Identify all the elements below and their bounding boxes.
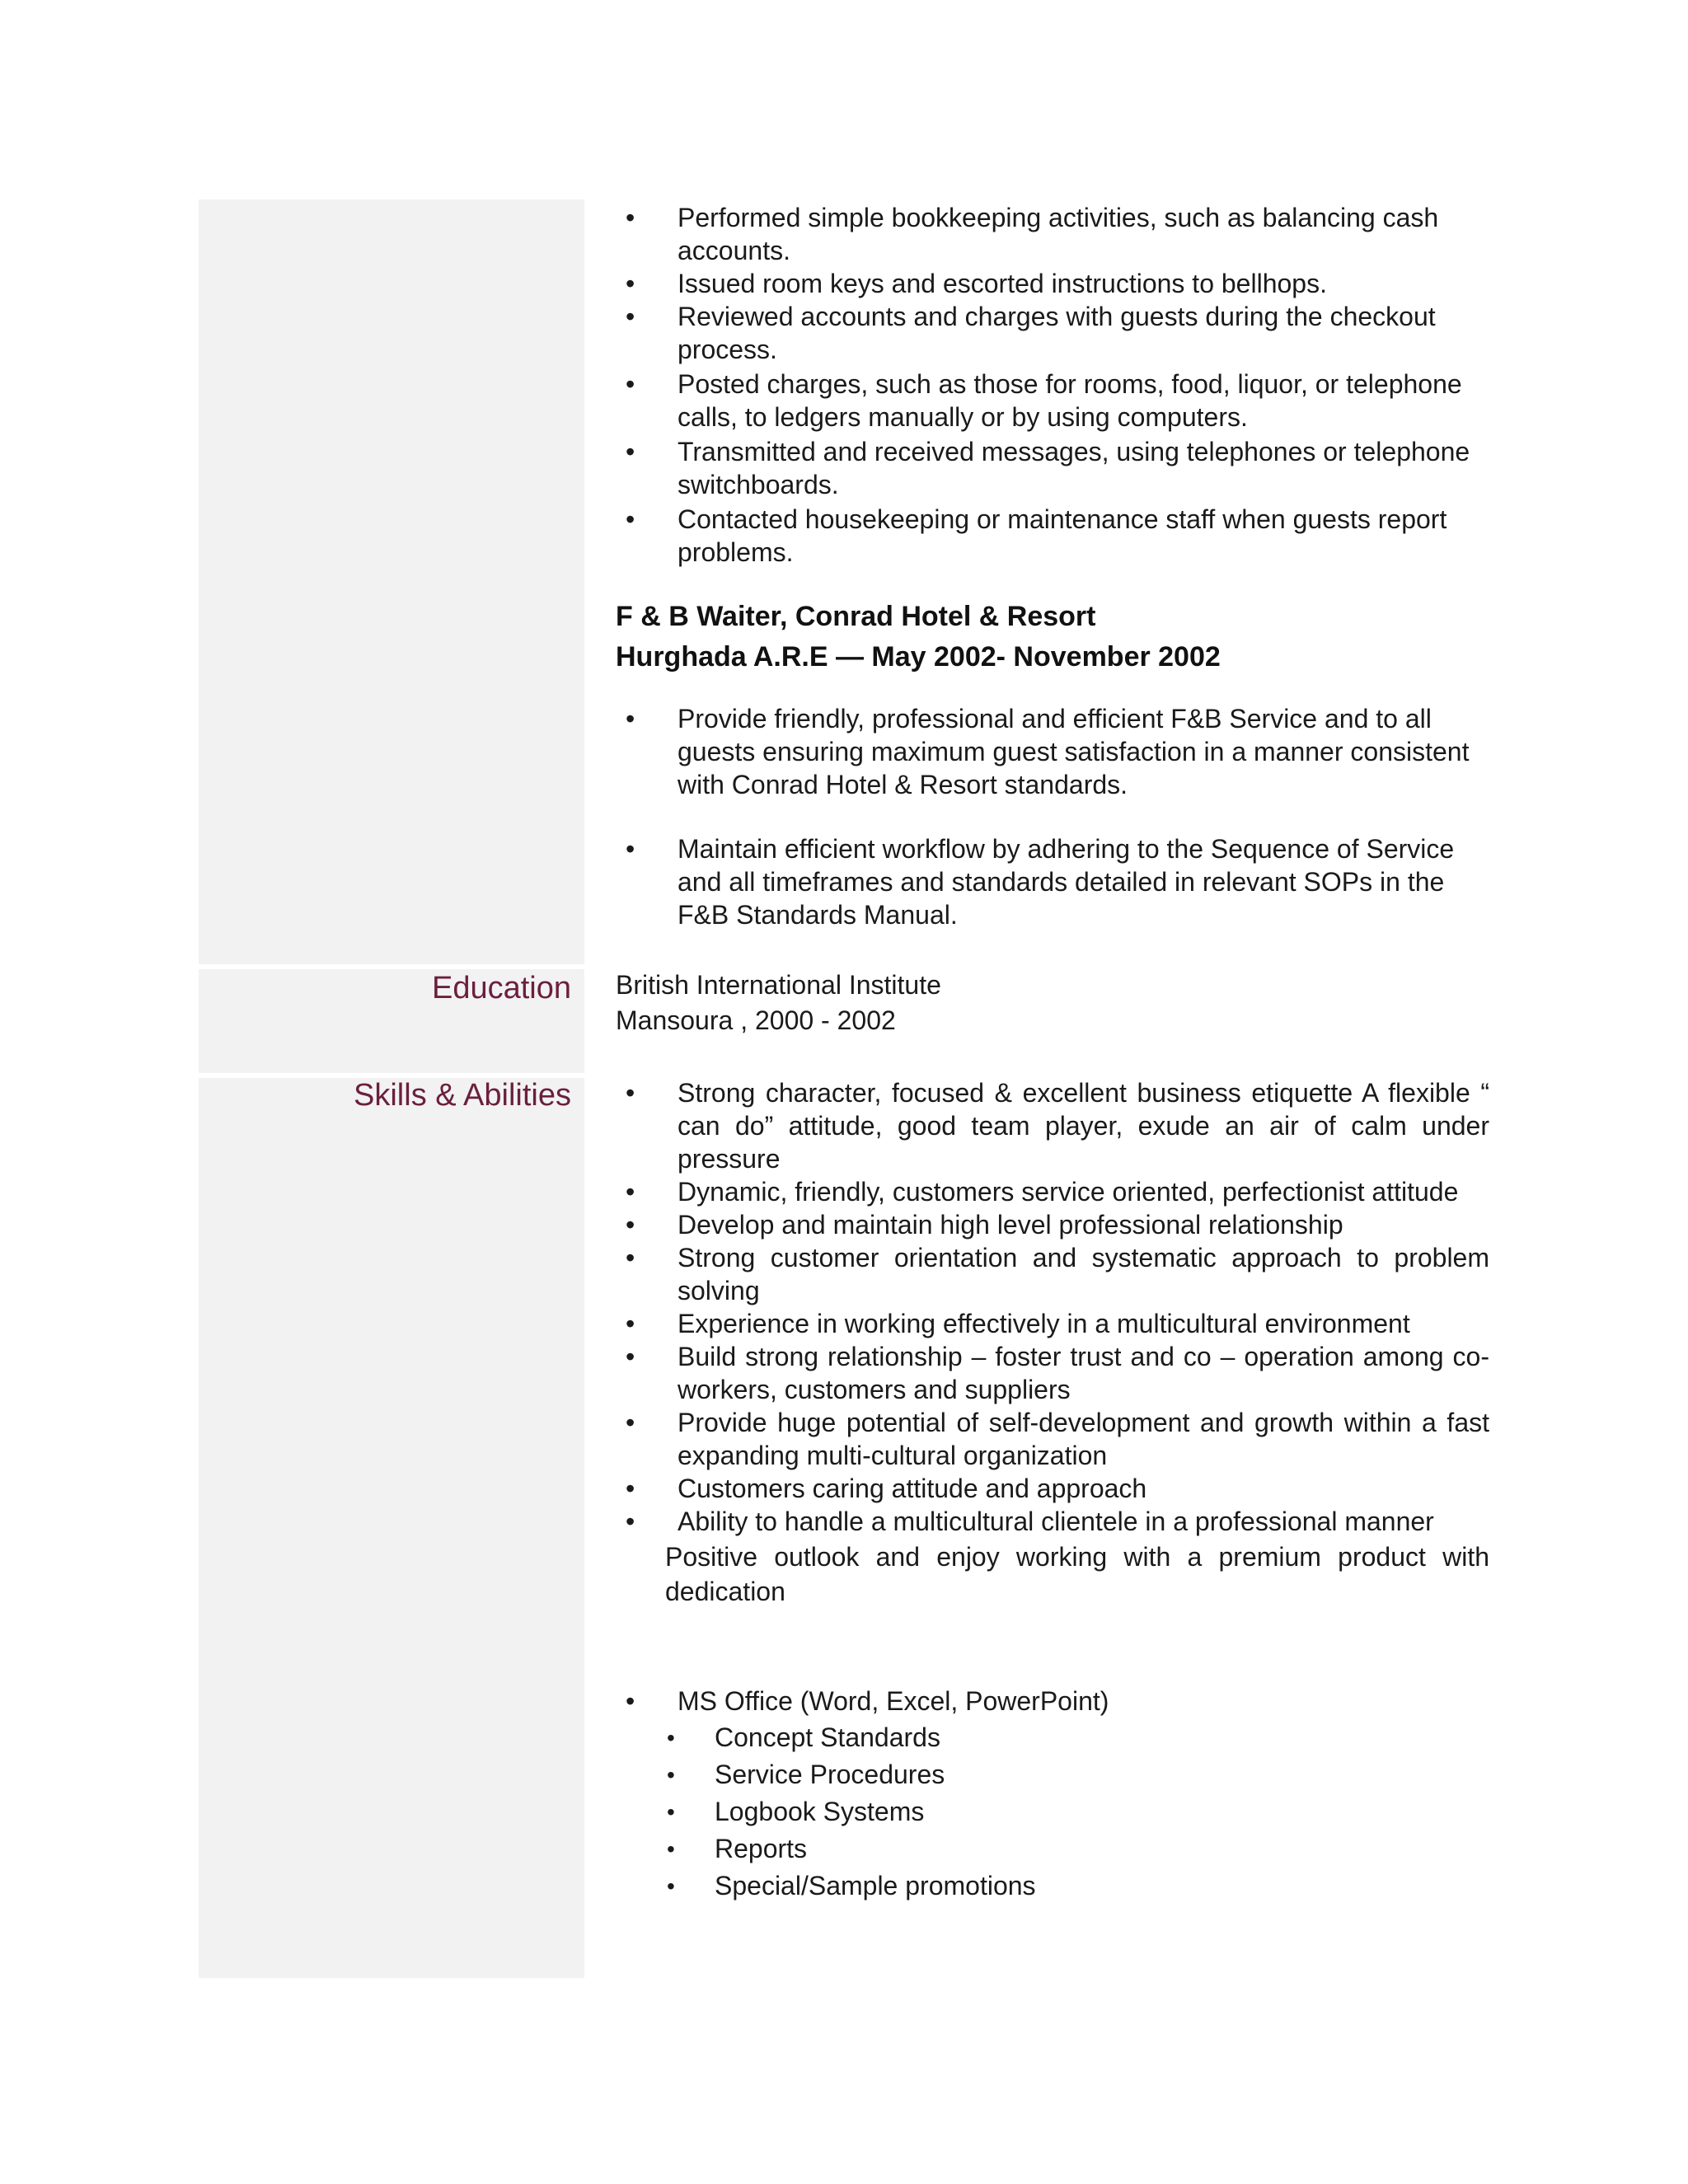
list-item: • Posted charges, such as those for rooms, food, liquor, or telephone calls, to ledgers manually or by using computers.	[616, 368, 1489, 434]
list-item: • Provide huge potential of self-development and growth within a fast expanding multi-cultural organization	[616, 1406, 1489, 1472]
job2-duty-list	[616, 702, 1489, 931]
list-item: • Reviewed accounts and charges with guests during the checkout process.	[616, 300, 1489, 366]
list-item: • Special/Sample promotions	[616, 1868, 1489, 1905]
list-item: • Performed simple bookkeeping activities, such as balancing cash accounts.	[616, 201, 1489, 267]
list-item: • Dynamic, friendly, customers service oriented, perfectionist attitude	[616, 1175, 1489, 1208]
list-item: • Transmitted and received messages, using telephones or telephone switchboards.	[616, 435, 1489, 501]
job2-location-dates: Hurghada A.R.E — May 2002- November 2002	[616, 641, 1221, 673]
section-label-skills: Skills & Abilities	[354, 1078, 571, 1113]
job1-duty-list	[616, 201, 1489, 569]
list-item: • Reports	[616, 1830, 1489, 1868]
education-entry	[616, 968, 941, 1038]
skills-tail-text: Positive outlook and enjoy working with a premium product with dedication	[665, 1542, 1489, 1606]
sidebar-panel-skills	[199, 1078, 584, 1978]
sidebar-panel-experience	[199, 199, 584, 964]
tools-sublist	[616, 1719, 1489, 1905]
education-location-years: Mansoura , 2000 - 2002	[616, 1005, 896, 1035]
section-label-education: Education	[431, 971, 571, 1005]
list-item: • Contacted housekeeping or maintenance staff when guests report problems.	[616, 503, 1489, 569]
list-item: • Maintain efficient workflow by adhering to the Sequence of Service and all timeframes and standards detailed in relevant SOPs in the F&B Standards Manual.	[616, 832, 1489, 931]
tools-block	[616, 1685, 1489, 1905]
list-item: • Develop and maintain high level professional relationship	[616, 1208, 1489, 1241]
list-item: • Logbook Systems	[616, 1793, 1489, 1830]
list-item: • Service Procedures	[616, 1756, 1489, 1793]
list-item: • Issued room keys and escorted instructions to bellhops.	[616, 267, 1489, 300]
list-item: • Concept Standards	[616, 1719, 1489, 1756]
list-item: • Strong customer orientation and systematic approach to problem solving	[616, 1241, 1489, 1307]
list-item: • Strong character, focused & excellent business etiquette A flexible “ can do” attitude, good team player, exude an air of calm under pressure	[616, 1076, 1489, 1175]
skills-block	[616, 1076, 1489, 1609]
skills-list	[616, 1076, 1489, 1538]
tools-list	[616, 1685, 1489, 1718]
list-item: • Ability to handle a multicultural clientele in a professional manner	[616, 1505, 1489, 1538]
education-institution: British International Institute	[616, 970, 941, 1000]
list-item: • Experience in working effectively in a multicultural environment	[616, 1307, 1489, 1340]
list-item: • Build strong relationship – foster trust and co – operation among co-workers, customers and suppliers	[616, 1340, 1489, 1406]
sidebar-panel-education	[199, 969, 584, 1073]
job2-title: F & B Waiter, Conrad Hotel & Resort	[616, 601, 1096, 632]
list-item: • Customers caring attitude and approach	[616, 1472, 1489, 1505]
list-item: • MS Office (Word, Excel, PowerPoint)	[616, 1685, 1489, 1718]
list-item: • Provide friendly, professional and efficient F&B Service and to all guests ensuring maximum guest satisfaction in a manner consistent with Conrad Hotel & Resort standards.	[616, 702, 1489, 801]
